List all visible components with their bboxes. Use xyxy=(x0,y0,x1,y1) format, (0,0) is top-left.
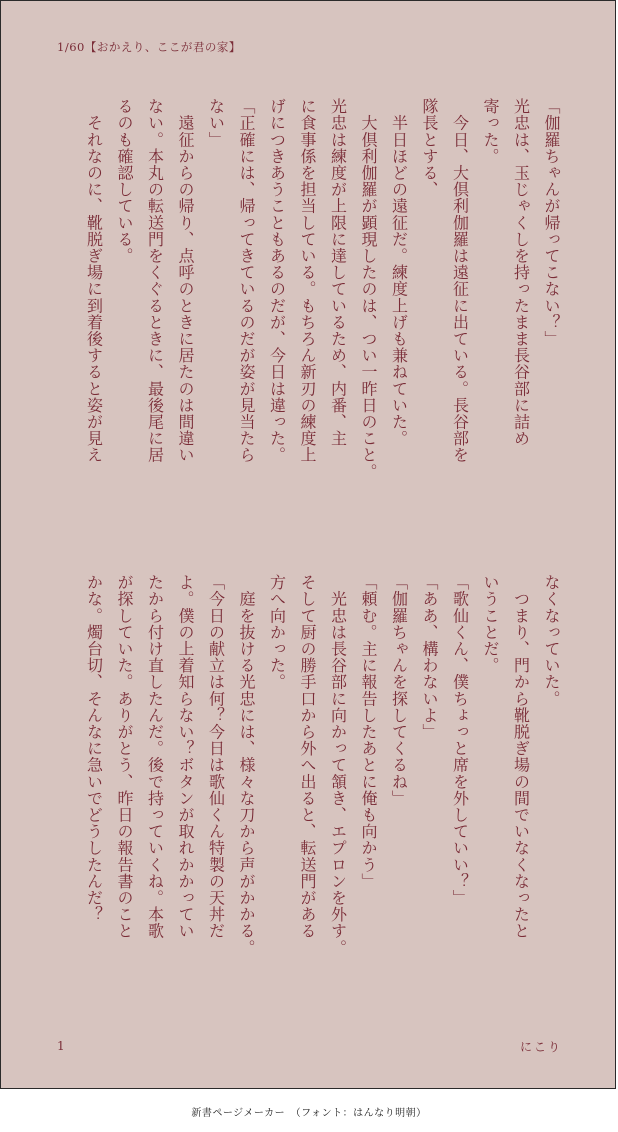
text-column-bottom: いうことだ。 xyxy=(481,574,500,674)
text-column-top: げにつきあうこともあるのだが、今日は違った。 xyxy=(267,98,287,464)
text-column-bottom: 方へ向かった。 xyxy=(267,574,287,691)
text-column-top: 光忠は練度が上限に達しているため、内番、主 xyxy=(328,98,348,447)
text-column-bottom: が探していた。ありがとう、昨日の報告書のこと xyxy=(115,574,134,940)
text-column-top: それなのに、靴脱ぎ場に到着後すると姿が見え xyxy=(84,98,104,464)
text-column-bottom: つまり、門から靴脱ぎ場の間でいなくなったと xyxy=(511,574,531,940)
text-column-top: 大倶利伽羅が顕現したのは、つい一昨日のこと。 xyxy=(359,98,378,480)
text-column-bottom: たから付け直したんだ。後で持っていくね。本歌 xyxy=(145,574,165,940)
text-column-top: 今日、大倶利伽羅は遠征に出ている。長谷部を xyxy=(450,98,470,464)
text-column-top: 寄った。 xyxy=(481,98,500,165)
text-column-top: 「伽羅ちゃんが帰ってこない？」 xyxy=(542,98,561,347)
text-column-bottom: 「頼む。主に報告したあとに俺も向かう」 xyxy=(359,574,378,890)
text-column-top: るのも確認している。 xyxy=(115,98,134,264)
generator-credit: 新書ページメーカー （フォント：はんなり明朝） xyxy=(191,1108,427,1119)
text-column-bottom: 「伽羅ちゃんを探してくるね」 xyxy=(389,574,409,807)
text-column-bottom: 「今日の献立は何？今日は歌仙くん特製の天丼だ xyxy=(206,574,226,940)
text-column-top: ない。本丸の転送門をくぐるときに、最後尾に居 xyxy=(145,98,165,464)
text-column-bottom: 「歌仙くん、僕ちょっと席を外していい？」 xyxy=(450,574,470,906)
text-column-bottom: 庭を抜ける光忠には、様々な刀から声がかかる。 xyxy=(237,574,256,956)
text-column-top: 「正確には、帰ってきているのだが姿が見当たら xyxy=(237,98,256,464)
text-column-bottom: そして厨の勝手口から外へ出ると、転送門がある xyxy=(298,574,317,940)
text-column-top: 光忠は、玉じゃくしを持ったまま長谷部に詰め xyxy=(511,98,531,447)
text-column-bottom: かな。燭台切、そんなに急いでどうしたんだ？ xyxy=(84,574,104,923)
page-header: 1/60【おかえり、ここが君の家】 xyxy=(57,40,241,54)
text-column-top: ない」 xyxy=(206,98,226,148)
author-name: にこり xyxy=(520,1040,563,1054)
text-column-top: 半日ほどの遠征だ。練度上げも兼ねていた。 xyxy=(389,98,409,447)
text-column-top: 遠征からの帰り、点呼のときに居たのは間違い xyxy=(176,98,195,464)
text-column-bottom: 光忠は長谷部に向かって頷き、エプロンを外す。 xyxy=(328,574,348,956)
text-column-bottom: なくなっていた。 xyxy=(542,574,561,707)
text-column-bottom: 「ああ、構わないよ」 xyxy=(420,574,439,740)
text-column-bottom: よ。僕の上着知らない？ボタンが取れかかってい xyxy=(176,574,195,940)
page-number: 1 xyxy=(57,1039,65,1053)
text-column-top: 隊長とする、 xyxy=(420,98,439,198)
text-column-top: に食事係を担当している。もちろん新刃の練度上 xyxy=(298,98,317,464)
